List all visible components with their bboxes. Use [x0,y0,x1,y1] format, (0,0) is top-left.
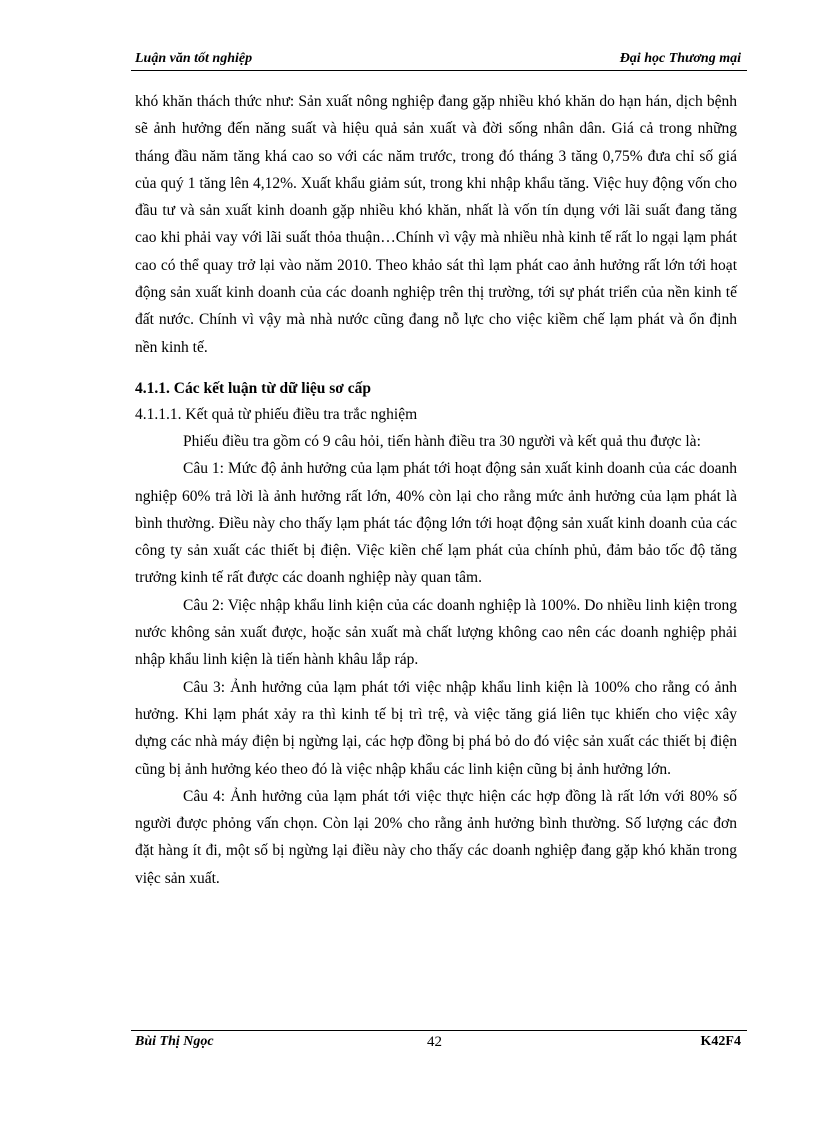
university-name: Đại học Thương mại [619,51,741,66]
paragraph-question-3: Câu 3: Ảnh hưởng của lạm phát tới việc nhập khẩu linh kiện là 100% cho rằng có ảnh hưởng. Khi lạm phát xảy ra thì kinh tế bị trì trệ, và việc tăng giá liên tục khiến cho việc xây dựng các nhà máy điện bị ngừng lại, các hợp đồng bị phá bỏ do đó việc sản xuất các thiết bị điện cũng bị ảnh hưởng kéo theo đó là việc nhập khẩu các linh kiện cũng bị ảnh hưởng lớn. [135,678,737,778]
thesis-label: Luận văn tốt nghiệp [135,51,253,66]
paragraph-question-2: Câu 2: Việc nhập khẩu linh kiện của các doanh nghiệp là 100%. Do nhiều linh kiện trong nước không sản xuất được, hoặc sản xuất mà chất lượng không cao nên các doanh nghiệp phải nhập khẩu linh kiện là tiến hành khâu lắp ráp. [135,596,737,669]
page-header [131,50,747,71]
page-number: 42 [427,1034,442,1050]
page-footer [131,1030,747,1055]
class-code: K42F4 [700,1034,741,1049]
paragraph-continuation: khó khăn thách thức như: Sản xuất nông nghiệp đang gặp nhiều khó khăn do hạn hán, dịch bệnh sẽ ảnh hưởng đến năng suất và hiệu quả sản xuất và đời sống nhân dân. Giá cả trong những tháng đầu năm tăng khá cao so với các năm trước, trong đó tháng 3 tăng 0,75% đưa chỉ số giá của quý 1 tăng lên 4,12%. Xuất khẩu giảm sút, trong khi nhập khẩu tăng. Việc huy động vốn cho đầu tư và sản xuất kinh doanh gặp nhiều khó khăn, nhất là vốn tín dụng với lãi suất đang tăng cao khi phải vay với lãi suất thỏa thuận…Chính vì vậy mà nhiều nhà kinh tế rất lo ngại lạm phát cao có thể quay trở lại vào năm 2010. Theo khảo sát thì lạm phát cao ảnh hưởng rất lớn tới hoạt động sản xuất kinh doanh của các doanh nghiệp trên thị trường, tới sự phát triển của nền kinh tế đất nước. Chính vì vậy mà nhà nước cũng đang nỗ lực cho việc kiềm chế lạm phát và ổn định nền kinh tế. [135,93,737,356]
paragraph-question-4: Câu 4: Ảnh hưởng của lạm phát tới việc thực hiện các hợp đồng là rất lớn với 80% số người được phỏng vấn chọn. Còn lại 20% cho rằng ảnh hưởng bình thường. Số lượng các đơn đặt hàng ít đi, một số bị ngừng lại điều này cho thấy các doanh nghiệp đang gặp khó khăn trong việc sản xuất. [135,787,737,887]
page-body [135,88,737,892]
paragraph-survey-intro: Phiếu điều tra gồm có 9 câu hỏi, tiến hành điều tra 30 người và kết quả thu được là: [183,432,701,450]
author-name: Bùi Thị Ngọc [135,1034,214,1049]
subsection-heading: 4.1.1.1. Kết quả từ phiếu điều tra trắc nghiệm [135,405,418,423]
paragraph-question-1: Câu 1: Mức độ ảnh hưởng của lạm phát tới hoạt động sản xuất kinh doanh của các doanh nghiệp 60% trả lời là ảnh hưởng rất lớn, 40% còn lại cho rằng mức ảnh hưởng của lạm phát là bình thường. Điều này cho thấy lạm phát tác động lớn tới hoạt động sản xuất kinh doanh của các công ty sản xuất các thiết bị điện. Việc kiền chế lạm phát của chính phủ, đảm bảo tốc độ tăng trưởng kinh tế rất được các doanh nghiệp này quan tâm. [135,460,737,587]
section-heading: 4.1.1. Các kết luận từ dữ liệu sơ cấp [135,379,372,397]
